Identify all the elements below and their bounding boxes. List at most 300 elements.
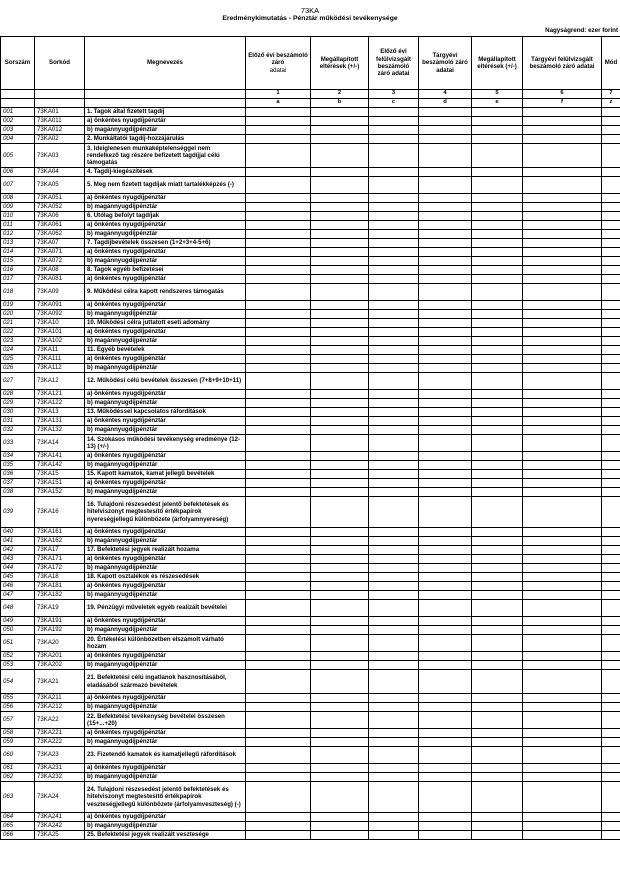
- value-cell[interactable]: [419, 117, 472, 126]
- value-cell[interactable]: [369, 435, 419, 452]
- value-cell[interactable]: [246, 479, 311, 488]
- value-cell[interactable]: [602, 729, 620, 738]
- value-cell[interactable]: [602, 591, 620, 600]
- value-cell[interactable]: [523, 831, 602, 840]
- value-cell[interactable]: [523, 461, 602, 470]
- value-cell[interactable]: [419, 108, 472, 117]
- value-cell[interactable]: [246, 555, 311, 564]
- value-cell[interactable]: [602, 738, 620, 747]
- value-cell[interactable]: [602, 452, 620, 461]
- value-cell[interactable]: [523, 355, 602, 364]
- value-cell[interactable]: [369, 257, 419, 266]
- value-cell[interactable]: [472, 635, 523, 652]
- value-cell[interactable]: [246, 617, 311, 626]
- value-cell[interactable]: [523, 652, 602, 661]
- value-cell[interactable]: [369, 497, 419, 528]
- value-cell[interactable]: [472, 408, 523, 417]
- value-cell[interactable]: [419, 747, 472, 764]
- value-cell[interactable]: [419, 488, 472, 497]
- value-cell[interactable]: [246, 417, 311, 426]
- value-cell[interactable]: [369, 661, 419, 670]
- value-cell[interactable]: [369, 126, 419, 135]
- value-cell[interactable]: [311, 813, 369, 822]
- value-cell[interactable]: [311, 203, 369, 212]
- value-cell[interactable]: [419, 248, 472, 257]
- value-cell[interactable]: [602, 528, 620, 537]
- value-cell[interactable]: [419, 694, 472, 703]
- value-cell[interactable]: [472, 203, 523, 212]
- value-cell[interactable]: [472, 373, 523, 390]
- value-cell[interactable]: [311, 257, 369, 266]
- value-cell[interactable]: [311, 126, 369, 135]
- value-cell[interactable]: [246, 275, 311, 284]
- value-cell[interactable]: [311, 652, 369, 661]
- value-cell[interactable]: [523, 573, 602, 582]
- value-cell[interactable]: [523, 319, 602, 328]
- value-cell[interactable]: [246, 284, 311, 301]
- value-cell[interactable]: [311, 364, 369, 373]
- value-cell[interactable]: [419, 822, 472, 831]
- value-cell[interactable]: [246, 239, 311, 248]
- value-cell[interactable]: [246, 310, 311, 319]
- value-cell[interactable]: [472, 479, 523, 488]
- value-cell[interactable]: [523, 773, 602, 782]
- value-cell[interactable]: [523, 703, 602, 712]
- value-cell[interactable]: [419, 617, 472, 626]
- value-cell[interactable]: [311, 747, 369, 764]
- value-cell[interactable]: [311, 573, 369, 582]
- value-cell[interactable]: [369, 555, 419, 564]
- value-cell[interactable]: [311, 301, 369, 310]
- value-cell[interactable]: [602, 117, 620, 126]
- value-cell[interactable]: [523, 230, 602, 239]
- value-cell[interactable]: [419, 364, 472, 373]
- value-cell[interactable]: [472, 782, 523, 813]
- value-cell[interactable]: [472, 239, 523, 248]
- value-cell[interactable]: [602, 426, 620, 435]
- value-cell[interactable]: [523, 435, 602, 452]
- value-cell[interactable]: [523, 275, 602, 284]
- value-cell[interactable]: [523, 564, 602, 573]
- value-cell[interactable]: [246, 564, 311, 573]
- value-cell[interactable]: [472, 528, 523, 537]
- value-cell[interactable]: [311, 168, 369, 177]
- value-cell[interactable]: [369, 729, 419, 738]
- value-cell[interactable]: [472, 390, 523, 399]
- value-cell[interactable]: [419, 355, 472, 364]
- value-cell[interactable]: [419, 301, 472, 310]
- value-cell[interactable]: [369, 117, 419, 126]
- value-cell[interactable]: [472, 135, 523, 144]
- value-cell[interactable]: [472, 617, 523, 626]
- value-cell[interactable]: [419, 284, 472, 301]
- value-cell[interactable]: [523, 108, 602, 117]
- value-cell[interactable]: [311, 528, 369, 537]
- value-cell[interactable]: [419, 497, 472, 528]
- value-cell[interactable]: [523, 712, 602, 729]
- value-cell[interactable]: [472, 652, 523, 661]
- value-cell[interactable]: [523, 528, 602, 537]
- value-cell[interactable]: [523, 670, 602, 694]
- value-cell[interactable]: [311, 831, 369, 840]
- value-cell[interactable]: [419, 452, 472, 461]
- value-cell[interactable]: [602, 546, 620, 555]
- value-cell[interactable]: [311, 117, 369, 126]
- value-cell[interactable]: [472, 346, 523, 355]
- value-cell[interactable]: [472, 670, 523, 694]
- value-cell[interactable]: [419, 528, 472, 537]
- value-cell[interactable]: [419, 257, 472, 266]
- value-cell[interactable]: [419, 703, 472, 712]
- value-cell[interactable]: [369, 452, 419, 461]
- value-cell[interactable]: [419, 782, 472, 813]
- value-cell[interactable]: [472, 435, 523, 452]
- value-cell[interactable]: [311, 221, 369, 230]
- value-cell[interactable]: [369, 591, 419, 600]
- value-cell[interactable]: [246, 703, 311, 712]
- value-cell[interactable]: [472, 738, 523, 747]
- value-cell[interactable]: [419, 591, 472, 600]
- value-cell[interactable]: [602, 221, 620, 230]
- value-cell[interactable]: [472, 546, 523, 555]
- value-cell[interactable]: [246, 337, 311, 346]
- value-cell[interactable]: [523, 168, 602, 177]
- value-cell[interactable]: [369, 782, 419, 813]
- value-cell[interactable]: [523, 364, 602, 373]
- value-cell[interactable]: [419, 426, 472, 435]
- value-cell[interactable]: [311, 738, 369, 747]
- value-cell[interactable]: [472, 337, 523, 346]
- value-cell[interactable]: [472, 497, 523, 528]
- value-cell[interactable]: [419, 328, 472, 337]
- value-cell[interactable]: [419, 346, 472, 355]
- value-cell[interactable]: [369, 221, 419, 230]
- value-cell[interactable]: [602, 764, 620, 773]
- value-cell[interactable]: [246, 661, 311, 670]
- value-cell[interactable]: [246, 813, 311, 822]
- value-cell[interactable]: [419, 194, 472, 203]
- value-cell[interactable]: [369, 470, 419, 479]
- value-cell[interactable]: [419, 230, 472, 239]
- value-cell[interactable]: [246, 764, 311, 773]
- value-cell[interactable]: [419, 712, 472, 729]
- value-cell[interactable]: [523, 729, 602, 738]
- value-cell[interactable]: [602, 248, 620, 257]
- value-cell[interactable]: [602, 355, 620, 364]
- value-cell[interactable]: [472, 177, 523, 194]
- value-cell[interactable]: [602, 239, 620, 248]
- value-cell[interactable]: [369, 168, 419, 177]
- value-cell[interactable]: [419, 573, 472, 582]
- value-cell[interactable]: [472, 813, 523, 822]
- value-cell[interactable]: [602, 573, 620, 582]
- value-cell[interactable]: [472, 284, 523, 301]
- value-cell[interactable]: [246, 266, 311, 275]
- value-cell[interactable]: [472, 582, 523, 591]
- value-cell[interactable]: [602, 319, 620, 328]
- value-cell[interactable]: [311, 212, 369, 221]
- value-cell[interactable]: [523, 117, 602, 126]
- value-cell[interactable]: [369, 564, 419, 573]
- value-cell[interactable]: [523, 582, 602, 591]
- value-cell[interactable]: [246, 652, 311, 661]
- value-cell[interactable]: [419, 635, 472, 652]
- value-cell[interactable]: [523, 408, 602, 417]
- value-cell[interactable]: [369, 364, 419, 373]
- value-cell[interactable]: [602, 694, 620, 703]
- value-cell[interactable]: [472, 626, 523, 635]
- value-cell[interactable]: [602, 194, 620, 203]
- value-cell[interactable]: [523, 194, 602, 203]
- value-cell[interactable]: [472, 831, 523, 840]
- value-cell[interactable]: [523, 212, 602, 221]
- value-cell[interactable]: [246, 194, 311, 203]
- value-cell[interactable]: [369, 230, 419, 239]
- value-cell[interactable]: [419, 319, 472, 328]
- value-cell[interactable]: [523, 417, 602, 426]
- value-cell[interactable]: [523, 221, 602, 230]
- value-cell[interactable]: [419, 390, 472, 399]
- value-cell[interactable]: [311, 764, 369, 773]
- value-cell[interactable]: [369, 738, 419, 747]
- value-cell[interactable]: [472, 194, 523, 203]
- value-cell[interactable]: [419, 831, 472, 840]
- value-cell[interactable]: [369, 177, 419, 194]
- value-cell[interactable]: [419, 661, 472, 670]
- value-cell[interactable]: [602, 670, 620, 694]
- value-cell[interactable]: [311, 230, 369, 239]
- value-cell[interactable]: [602, 626, 620, 635]
- value-cell[interactable]: [369, 461, 419, 470]
- value-cell[interactable]: [369, 426, 419, 435]
- value-cell[interactable]: [369, 319, 419, 328]
- value-cell[interactable]: [602, 230, 620, 239]
- value-cell[interactable]: [602, 782, 620, 813]
- value-cell[interactable]: [246, 470, 311, 479]
- value-cell[interactable]: [523, 747, 602, 764]
- value-cell[interactable]: [602, 712, 620, 729]
- value-cell[interactable]: [419, 417, 472, 426]
- value-cell[interactable]: [472, 661, 523, 670]
- value-cell[interactable]: [311, 729, 369, 738]
- value-cell[interactable]: [369, 573, 419, 582]
- value-cell[interactable]: [311, 537, 369, 546]
- value-cell[interactable]: [311, 564, 369, 573]
- value-cell[interactable]: [311, 822, 369, 831]
- value-cell[interactable]: [311, 284, 369, 301]
- value-cell[interactable]: [311, 135, 369, 144]
- value-cell[interactable]: [472, 301, 523, 310]
- value-cell[interactable]: [472, 573, 523, 582]
- value-cell[interactable]: [523, 813, 602, 822]
- value-cell[interactable]: [369, 417, 419, 426]
- value-cell[interactable]: [602, 301, 620, 310]
- value-cell[interactable]: [602, 203, 620, 212]
- value-cell[interactable]: [246, 257, 311, 266]
- value-cell[interactable]: [311, 266, 369, 275]
- value-cell[interactable]: [602, 813, 620, 822]
- value-cell[interactable]: [369, 301, 419, 310]
- value-cell[interactable]: [472, 117, 523, 126]
- value-cell[interactable]: [523, 617, 602, 626]
- value-cell[interactable]: [472, 764, 523, 773]
- value-cell[interactable]: [369, 328, 419, 337]
- value-cell[interactable]: [246, 452, 311, 461]
- value-cell[interactable]: [311, 390, 369, 399]
- value-cell[interactable]: [311, 275, 369, 284]
- value-cell[interactable]: [523, 635, 602, 652]
- value-cell[interactable]: [246, 831, 311, 840]
- value-cell[interactable]: [602, 537, 620, 546]
- value-cell[interactable]: [311, 600, 369, 617]
- value-cell[interactable]: [369, 528, 419, 537]
- value-cell[interactable]: [246, 694, 311, 703]
- value-cell[interactable]: [311, 635, 369, 652]
- value-cell[interactable]: [419, 275, 472, 284]
- value-cell[interactable]: [472, 364, 523, 373]
- value-cell[interactable]: [369, 546, 419, 555]
- value-cell[interactable]: [246, 399, 311, 408]
- value-cell[interactable]: [311, 346, 369, 355]
- value-cell[interactable]: [602, 177, 620, 194]
- value-cell[interactable]: [246, 670, 311, 694]
- value-cell[interactable]: [311, 773, 369, 782]
- value-cell[interactable]: [472, 729, 523, 738]
- value-cell[interactable]: [419, 203, 472, 212]
- value-cell[interactable]: [602, 337, 620, 346]
- value-cell[interactable]: [369, 712, 419, 729]
- value-cell[interactable]: [369, 399, 419, 408]
- value-cell[interactable]: [369, 337, 419, 346]
- value-cell[interactable]: [369, 617, 419, 626]
- value-cell[interactable]: [311, 144, 369, 168]
- value-cell[interactable]: [246, 177, 311, 194]
- value-cell[interactable]: [523, 399, 602, 408]
- value-cell[interactable]: [523, 144, 602, 168]
- value-cell[interactable]: [523, 546, 602, 555]
- value-cell[interactable]: [472, 355, 523, 364]
- value-cell[interactable]: [311, 355, 369, 364]
- value-cell[interactable]: [311, 670, 369, 694]
- value-cell[interactable]: [602, 373, 620, 390]
- value-cell[interactable]: [472, 168, 523, 177]
- value-cell[interactable]: [419, 626, 472, 635]
- value-cell[interactable]: [472, 555, 523, 564]
- value-cell[interactable]: [602, 600, 620, 617]
- value-cell[interactable]: [311, 488, 369, 497]
- value-cell[interactable]: [311, 319, 369, 328]
- value-cell[interactable]: [369, 703, 419, 712]
- value-cell[interactable]: [472, 564, 523, 573]
- value-cell[interactable]: [311, 712, 369, 729]
- value-cell[interactable]: [419, 266, 472, 275]
- value-cell[interactable]: [369, 355, 419, 364]
- value-cell[interactable]: [602, 488, 620, 497]
- value-cell[interactable]: [472, 600, 523, 617]
- value-cell[interactable]: [369, 635, 419, 652]
- value-cell[interactable]: [419, 738, 472, 747]
- value-cell[interactable]: [246, 203, 311, 212]
- value-cell[interactable]: [602, 310, 620, 319]
- value-cell[interactable]: [472, 822, 523, 831]
- value-cell[interactable]: [419, 168, 472, 177]
- value-cell[interactable]: [602, 479, 620, 488]
- value-cell[interactable]: [523, 661, 602, 670]
- value-cell[interactable]: [602, 266, 620, 275]
- value-cell[interactable]: [602, 747, 620, 764]
- value-cell[interactable]: [602, 390, 620, 399]
- value-cell[interactable]: [246, 591, 311, 600]
- value-cell[interactable]: [369, 822, 419, 831]
- value-cell[interactable]: [419, 764, 472, 773]
- value-cell[interactable]: [523, 822, 602, 831]
- value-cell[interactable]: [602, 144, 620, 168]
- value-cell[interactable]: [246, 573, 311, 582]
- value-cell[interactable]: [602, 135, 620, 144]
- value-cell[interactable]: [369, 373, 419, 390]
- value-cell[interactable]: [523, 782, 602, 813]
- value-cell[interactable]: [311, 417, 369, 426]
- value-cell[interactable]: [246, 782, 311, 813]
- value-cell[interactable]: [246, 301, 311, 310]
- value-cell[interactable]: [311, 555, 369, 564]
- value-cell[interactable]: [602, 364, 620, 373]
- value-cell[interactable]: [472, 426, 523, 435]
- value-cell[interactable]: [419, 239, 472, 248]
- value-cell[interactable]: [246, 528, 311, 537]
- value-cell[interactable]: [523, 177, 602, 194]
- value-cell[interactable]: [369, 488, 419, 497]
- value-cell[interactable]: [602, 555, 620, 564]
- value-cell[interactable]: [369, 248, 419, 257]
- value-cell[interactable]: [311, 408, 369, 417]
- value-cell[interactable]: [419, 729, 472, 738]
- value-cell[interactable]: [369, 108, 419, 117]
- value-cell[interactable]: [472, 310, 523, 319]
- value-cell[interactable]: [602, 275, 620, 284]
- value-cell[interactable]: [472, 221, 523, 230]
- value-cell[interactable]: [523, 239, 602, 248]
- value-cell[interactable]: [602, 108, 620, 117]
- value-cell[interactable]: [419, 310, 472, 319]
- value-cell[interactable]: [523, 537, 602, 546]
- value-cell[interactable]: [419, 435, 472, 452]
- value-cell[interactable]: [419, 652, 472, 661]
- value-cell[interactable]: [246, 319, 311, 328]
- value-cell[interactable]: [602, 470, 620, 479]
- value-cell[interactable]: [419, 177, 472, 194]
- value-cell[interactable]: [602, 703, 620, 712]
- value-cell[interactable]: [602, 257, 620, 266]
- value-cell[interactable]: [369, 266, 419, 275]
- value-cell[interactable]: [472, 212, 523, 221]
- value-cell[interactable]: [472, 537, 523, 546]
- value-cell[interactable]: [369, 408, 419, 417]
- value-cell[interactable]: [246, 408, 311, 417]
- value-cell[interactable]: [602, 831, 620, 840]
- value-cell[interactable]: [523, 257, 602, 266]
- value-cell[interactable]: [523, 337, 602, 346]
- value-cell[interactable]: [311, 661, 369, 670]
- value-cell[interactable]: [419, 773, 472, 782]
- value-cell[interactable]: [246, 461, 311, 470]
- value-cell[interactable]: [523, 135, 602, 144]
- value-cell[interactable]: [419, 221, 472, 230]
- value-cell[interactable]: [369, 670, 419, 694]
- value-cell[interactable]: [311, 194, 369, 203]
- value-cell[interactable]: [246, 497, 311, 528]
- value-cell[interactable]: [369, 239, 419, 248]
